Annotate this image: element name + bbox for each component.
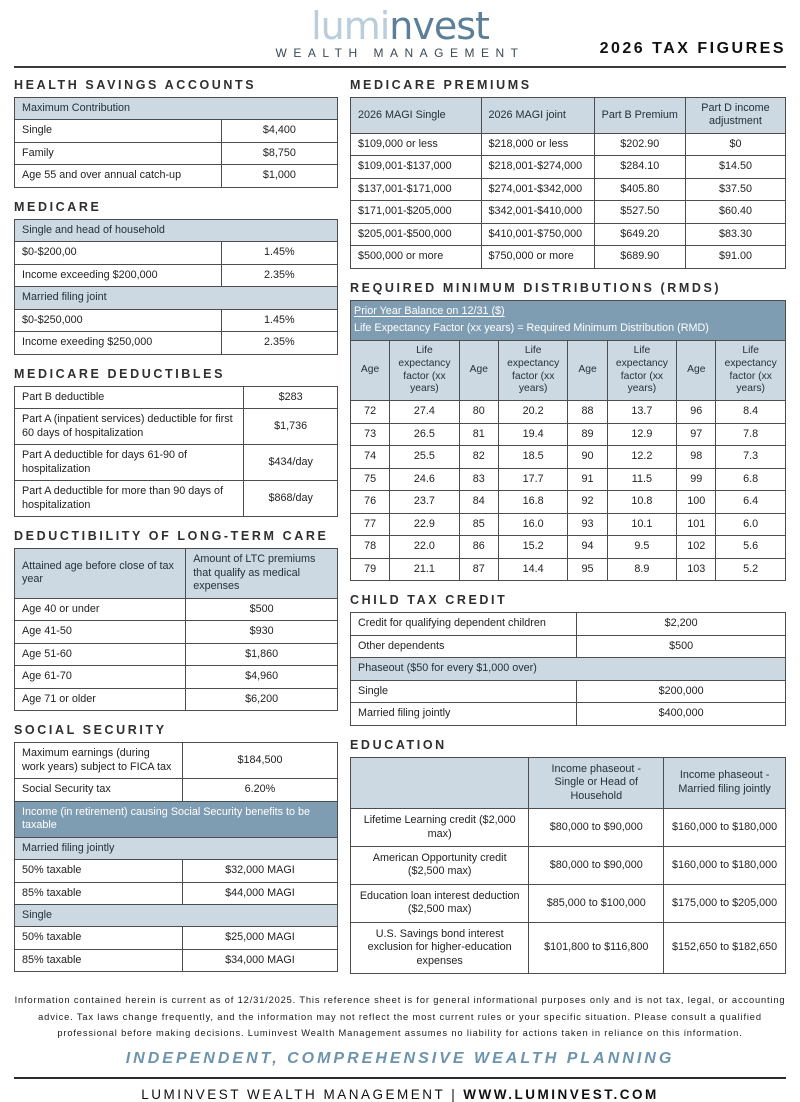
table-cell: $527.50	[594, 201, 685, 223]
table-cell: 2.35%	[221, 264, 337, 286]
section-heading-rmd: REQUIRED MINIMUM DISTRIBUTIONS (RMDS)	[350, 280, 722, 295]
hsa-table	[14, 97, 338, 188]
table-cell: Maximum Contribution	[15, 98, 338, 120]
table-cell: $85,000 to $100,000	[529, 884, 664, 922]
table-row	[15, 142, 338, 164]
table-cell: 75	[351, 468, 390, 490]
table-row	[351, 757, 786, 808]
table-cell: $868/day	[244, 481, 338, 517]
table-cell: $83.30	[685, 223, 785, 245]
table-cell: $200,000	[577, 680, 786, 702]
table-cell: Life expectancy factor (xx years)	[390, 340, 460, 400]
table-cell: Income phaseout - Single or Head of Household	[529, 757, 664, 808]
table-cell: 23.7	[390, 491, 460, 513]
disclaimer-text: Information contained herein is current as of 12/31/2025. This reference sheet is for general informational purposes only and is not tax, legal, or accounting advice. Tax laws change frequently, and the information may not reflect the most current rules or your specific situation. Please consult a qualified professional before making decisions. Luminvest Wealth Management assumes no liability for actions taken in reliance on this information.	[14, 995, 786, 1038]
table-row	[351, 680, 786, 702]
table-cell: 16.0	[498, 513, 568, 535]
table-cell: 72	[351, 401, 390, 423]
content-columns	[14, 78, 786, 986]
table-cell: Income exceeding $200,000	[15, 264, 222, 286]
section-heading-education: EDUCATION	[350, 737, 447, 752]
table-cell: Life Expectancy Factor (xx years) = Required Minimum Distribution (RMD)	[351, 320, 786, 340]
section-medicare	[14, 200, 338, 355]
table-row	[351, 340, 786, 400]
table-cell: 79	[351, 558, 390, 580]
table-row	[15, 904, 338, 926]
footer-brand-name: LUMINVEST WEALTH MANAGEMENT	[141, 1087, 446, 1102]
table-cell: 2.35%	[221, 332, 337, 354]
table-cell: $109,001-$137,000	[351, 156, 482, 178]
table-cell: Income (in retirement) causing Social Security benefits to be taxable	[15, 801, 338, 837]
table-row	[15, 120, 338, 142]
table-cell: $4,400	[221, 120, 337, 142]
table-row	[15, 598, 338, 620]
table-cell: Prior Year Balance on 12/31 ($)	[351, 300, 786, 320]
table-row	[351, 635, 786, 657]
table-cell: Part B deductible	[15, 386, 244, 408]
rmd-table	[350, 300, 786, 581]
table-cell: $649.20	[594, 223, 685, 245]
table-row	[15, 481, 338, 517]
table-cell: Age 40 or under	[15, 598, 186, 620]
table-row	[351, 178, 786, 200]
table-cell: 86	[459, 536, 498, 558]
table-cell: $160,000 to $180,000	[664, 809, 786, 847]
table-cell: 5.2	[716, 558, 786, 580]
table-row	[351, 613, 786, 635]
table-cell: $410,001-$750,000	[481, 223, 594, 245]
table-cell: Married filing jointly	[351, 703, 577, 725]
website-link[interactable]: WWW.LUMINVEST.COM	[463, 1087, 659, 1102]
table-cell: 95	[568, 558, 607, 580]
table-cell: 6.20%	[182, 779, 337, 801]
table-row	[15, 287, 338, 309]
table-row	[15, 949, 338, 971]
company-logo	[275, 3, 525, 60]
table-cell: Life expectancy factor (xx years)	[716, 340, 786, 400]
section-health-savings-accounts	[14, 78, 338, 188]
table-row	[15, 549, 338, 598]
table-cell: 20.2	[498, 401, 568, 423]
section-ltc-deductibility	[14, 529, 338, 711]
table-cell: $218,000 or less	[481, 133, 594, 155]
table-row	[351, 98, 786, 134]
table-row	[15, 386, 338, 408]
table-cell: 94	[568, 536, 607, 558]
table-cell: Age 71 or older	[15, 688, 186, 710]
table-cell: 22.0	[390, 536, 460, 558]
table-cell: $0-$200,00	[15, 242, 222, 264]
table-row	[15, 666, 338, 688]
table-row	[15, 445, 338, 481]
table	[350, 612, 786, 725]
table-cell: Part A (inpatient services) deductible for first 60 days of hospitalization	[15, 409, 244, 445]
table-cell: Age	[568, 340, 607, 400]
table-cell: $34,000 MAGI	[182, 949, 337, 971]
table-cell: 14.4	[498, 558, 568, 580]
table-cell: Income exeeding $250,000	[15, 332, 222, 354]
table-row	[351, 201, 786, 223]
table-row	[351, 223, 786, 245]
section-heading-ltc: DEDUCTIBILITY OF LONG-TERM CARE	[14, 529, 329, 544]
table-cell: Age	[459, 340, 498, 400]
table-row	[15, 837, 338, 859]
table-cell: 24.6	[390, 468, 460, 490]
table-cell: $500	[186, 598, 338, 620]
table-row	[15, 264, 338, 286]
table-row	[351, 401, 786, 423]
table-row	[15, 332, 338, 354]
table-cell: 10.8	[607, 491, 677, 513]
social-security-table	[14, 742, 338, 972]
table-cell: 98	[677, 446, 716, 468]
table-cell: $6,200	[186, 688, 338, 710]
page-footer	[14, 992, 786, 1102]
table-row	[351, 809, 786, 847]
section-child-tax-credit	[350, 593, 786, 725]
table-cell: 84	[459, 491, 498, 513]
left-column	[14, 78, 338, 986]
table-cell: $44,000 MAGI	[182, 882, 337, 904]
table-cell: 9.5	[607, 536, 677, 558]
table-cell: Life expectancy factor (xx years)	[498, 340, 568, 400]
table-cell: 18.5	[498, 446, 568, 468]
table-cell: Age	[351, 340, 390, 400]
table-cell: $160,000 to $180,000	[664, 847, 786, 885]
table-cell: $284.10	[594, 156, 685, 178]
logo-wordmark	[276, 3, 525, 48]
table-cell: 92	[568, 491, 607, 513]
table-cell: 85	[459, 513, 498, 535]
table-cell: 2026 MAGI joint	[481, 98, 594, 134]
table-cell: 12.9	[607, 423, 677, 445]
table-cell: $405.80	[594, 178, 685, 200]
section-heading-medicare-deductibles: MEDICARE DEDUCTIBLES	[14, 366, 226, 381]
table-cell: $101,800 to $116,800	[529, 922, 664, 973]
table-cell: Part D income adjustment	[685, 98, 785, 134]
table-cell: 7.3	[716, 446, 786, 468]
table-cell: 76	[351, 491, 390, 513]
table-cell: $80,000 to $90,000	[529, 809, 664, 847]
logo-part-nvest: nvest	[389, 3, 489, 48]
table-cell: 96	[677, 401, 716, 423]
table-cell: $930	[186, 621, 338, 643]
table-row	[15, 409, 338, 445]
table-cell: $175,000 to $205,000	[664, 884, 786, 922]
table-cell: 50% taxable	[15, 927, 183, 949]
table-cell: 6.8	[716, 468, 786, 490]
table-cell: $1,000	[221, 165, 337, 187]
table-cell: 50% taxable	[15, 860, 183, 882]
ltc-table	[14, 548, 338, 711]
table-cell: $25,000 MAGI	[182, 927, 337, 949]
table-cell: $750,000 or more	[481, 246, 594, 268]
table-cell: 11.5	[607, 468, 677, 490]
table-cell: 12.2	[607, 446, 677, 468]
child-tax-credit-table	[350, 612, 786, 725]
table-cell: $689.90	[594, 246, 685, 268]
table-cell: 82	[459, 446, 498, 468]
table-cell: 78	[351, 536, 390, 558]
table-cell: $109,000 or less	[351, 133, 482, 155]
table-cell: 6.0	[716, 513, 786, 535]
table-cell: 91	[568, 468, 607, 490]
table-cell: $342,001-$410,000	[481, 201, 594, 223]
table-cell: $8,750	[221, 142, 337, 164]
table-row	[15, 882, 338, 904]
table-cell: $205,001-$500,000	[351, 223, 482, 245]
table-cell: U.S. Savings bond interest exclusion for higher-education expenses	[351, 922, 529, 973]
table-row	[351, 922, 786, 973]
table-cell: $184,500	[182, 743, 337, 779]
section-heading-child-tax-credit: CHILD TAX CREDIT	[350, 593, 508, 608]
table	[14, 97, 338, 188]
table-cell: 22.9	[390, 513, 460, 535]
table-cell: 90	[568, 446, 607, 468]
table-cell: 26.5	[390, 423, 460, 445]
table-cell: 5.6	[716, 536, 786, 558]
table-cell: 87	[459, 558, 498, 580]
table-cell: $2,200	[577, 613, 786, 635]
table-cell: Other dependents	[351, 635, 577, 657]
table-cell: Life expectancy factor (xx years)	[607, 340, 677, 400]
table-cell: 8.4	[716, 401, 786, 423]
table-row	[15, 779, 338, 801]
table-cell: 1.45%	[221, 309, 337, 331]
table-cell: 6.4	[716, 491, 786, 513]
table-cell: $434/day	[244, 445, 338, 481]
table-row	[15, 927, 338, 949]
section-education	[350, 738, 786, 975]
table-cell: $152,650 to $182,650	[664, 922, 786, 973]
table-row	[15, 165, 338, 187]
table	[14, 386, 338, 517]
table-cell: Part B Premium	[594, 98, 685, 134]
table-row	[351, 847, 786, 885]
table-cell: 100	[677, 491, 716, 513]
table-cell: 25.5	[390, 446, 460, 468]
table-cell: Amount of LTC premiums that qualify as medical expenses	[186, 549, 338, 598]
table-cell: $202.90	[594, 133, 685, 155]
table-row	[15, 219, 338, 241]
section-heading-hsa: HEALTH SAVINGS ACCOUNTS	[14, 78, 257, 92]
table-row	[351, 658, 786, 680]
table-cell: $60.40	[685, 201, 785, 223]
table-row	[351, 536, 786, 558]
table-row	[351, 133, 786, 155]
table-cell: $274,001-$342,000	[481, 178, 594, 200]
table-row	[15, 801, 338, 837]
table-row	[15, 688, 338, 710]
table-cell: 74	[351, 446, 390, 468]
table-cell: 85% taxable	[15, 882, 183, 904]
table-cell: 88	[568, 401, 607, 423]
table-cell: $14.50	[685, 156, 785, 178]
table-cell: $0	[685, 133, 785, 155]
table-cell: $1,736	[244, 409, 338, 445]
table-cell: $400,000	[577, 703, 786, 725]
table-cell: 81	[459, 423, 498, 445]
table	[14, 548, 338, 711]
table-cell: 99	[677, 468, 716, 490]
table-cell: 17.7	[498, 468, 568, 490]
table-cell: Income phaseout - Married filing jointly	[664, 757, 786, 808]
table-cell: 77	[351, 513, 390, 535]
table-cell: Single	[351, 680, 577, 702]
table-cell: Age	[677, 340, 716, 400]
table-cell: 8.9	[607, 558, 677, 580]
right-column	[350, 78, 786, 986]
page-header	[14, 3, 787, 68]
table-cell: 27.4	[390, 401, 460, 423]
table-cell: $91.00	[685, 246, 785, 268]
table-cell: $1,860	[186, 643, 338, 665]
table-cell: Education loan interest deduction ($2,500 max)	[351, 884, 529, 922]
table-cell: 2026 MAGI Single	[351, 98, 482, 134]
table-cell: Phaseout ($50 for every $1,000 over)	[351, 658, 786, 680]
footer-brand-line	[14, 1087, 786, 1102]
section-rmd	[350, 281, 786, 581]
table-cell: 21.1	[390, 558, 460, 580]
table-cell: Family	[15, 142, 222, 164]
table-cell: 7.8	[716, 423, 786, 445]
table-cell: Maximum earnings (during work years) subject to FICA tax	[15, 743, 183, 779]
table-cell: $80,000 to $90,000	[529, 847, 664, 885]
table-row	[15, 643, 338, 665]
table-cell: 15.2	[498, 536, 568, 558]
table-cell: American Opportunity credit ($2,500 max)	[351, 847, 529, 885]
page-title: 2026 TAX FIGURES	[599, 40, 787, 57]
logo-subtitle: WEALTH MANAGEMENT	[275, 46, 525, 60]
table-cell: $4,960	[186, 666, 338, 688]
footer-separator: |	[451, 1087, 458, 1102]
table-row	[15, 309, 338, 331]
table-row	[351, 558, 786, 580]
table-cell: 93	[568, 513, 607, 535]
table-cell: Part A deductible for days 61-90 of hospitalization	[15, 445, 244, 481]
table-row	[351, 300, 786, 320]
section-medicare-premiums	[350, 78, 786, 269]
table-row	[351, 423, 786, 445]
table-cell: Married filing joint	[15, 287, 338, 309]
table-row	[351, 320, 786, 340]
table-cell: 83	[459, 468, 498, 490]
table-cell: $283	[244, 386, 338, 408]
table-cell: Married filing jointly	[15, 837, 338, 859]
medicare-premiums-table	[350, 97, 786, 269]
table-row	[15, 621, 338, 643]
table-row	[15, 743, 338, 779]
table-cell: Age 61-70	[15, 666, 186, 688]
table-cell: Single and head of household	[15, 219, 338, 241]
table-cell: 19.4	[498, 423, 568, 445]
table-cell	[351, 757, 529, 808]
table-cell: Single	[15, 120, 222, 142]
table-row	[351, 703, 786, 725]
table	[350, 757, 786, 975]
table-row	[351, 246, 786, 268]
section-social-security	[14, 723, 338, 972]
medicare-table	[14, 219, 338, 355]
table-cell: 10.1	[607, 513, 677, 535]
footer-divider	[14, 1077, 786, 1079]
table-row	[351, 156, 786, 178]
table-cell: Lifetime Learning credit ($2,000 max)	[351, 809, 529, 847]
education-table	[350, 757, 786, 975]
table-row	[351, 468, 786, 490]
table-row	[351, 513, 786, 535]
medicare-deductibles-table	[14, 386, 338, 517]
tagline: INDEPENDENT, COMPREHENSIVE WEALTH PLANNING	[125, 1050, 675, 1068]
table-cell: Social Security tax	[15, 779, 183, 801]
table-cell: $32,000 MAGI	[182, 860, 337, 882]
table-row	[15, 98, 338, 120]
table-cell: 103	[677, 558, 716, 580]
table	[350, 97, 786, 269]
table-cell: 80	[459, 401, 498, 423]
table-cell: Age 51-60	[15, 643, 186, 665]
table-cell: 73	[351, 423, 390, 445]
table-cell: Credit for qualifying dependent children	[351, 613, 577, 635]
table-row	[15, 860, 338, 882]
section-heading-social-security: SOCIAL SECURITY	[14, 723, 167, 738]
table	[14, 742, 338, 972]
table-cell: Age 41-50	[15, 621, 186, 643]
table	[350, 300, 786, 581]
table-row	[351, 884, 786, 922]
table-cell: $37.50	[685, 178, 785, 200]
table-cell: Attained age before close of tax year	[15, 549, 186, 598]
table-cell: $0-$250,000	[15, 309, 222, 331]
table-cell: 1.45%	[221, 242, 337, 264]
table-row	[15, 242, 338, 264]
section-heading-medicare-premiums: MEDICARE PREMIUMS	[350, 78, 532, 92]
table-cell: 102	[677, 536, 716, 558]
table-cell: Part A deductible for more than 90 days of hospitalization	[15, 481, 244, 517]
table-cell: 101	[677, 513, 716, 535]
section-heading-medicare: MEDICARE	[14, 199, 102, 214]
section-medicare-deductibles	[14, 367, 338, 517]
table-cell: $218,001-$274,000	[481, 156, 594, 178]
table-cell: 89	[568, 423, 607, 445]
logo-part-lumi: lumi	[311, 3, 390, 48]
table-row	[351, 446, 786, 468]
table	[14, 219, 338, 355]
table-cell: 85% taxable	[15, 949, 183, 971]
table-cell: $171,001-$205,000	[351, 201, 482, 223]
table-cell: $137,001-$171,000	[351, 178, 482, 200]
table-cell: 13.7	[607, 401, 677, 423]
table-cell: $500	[577, 635, 786, 657]
table-cell: 16.8	[498, 491, 568, 513]
table-cell: Single	[15, 904, 338, 926]
table-cell: 97	[677, 423, 716, 445]
table-cell: Age 55 and over annual catch-up	[15, 165, 222, 187]
table-cell: $500,000 or more	[351, 246, 482, 268]
table-row	[351, 491, 786, 513]
